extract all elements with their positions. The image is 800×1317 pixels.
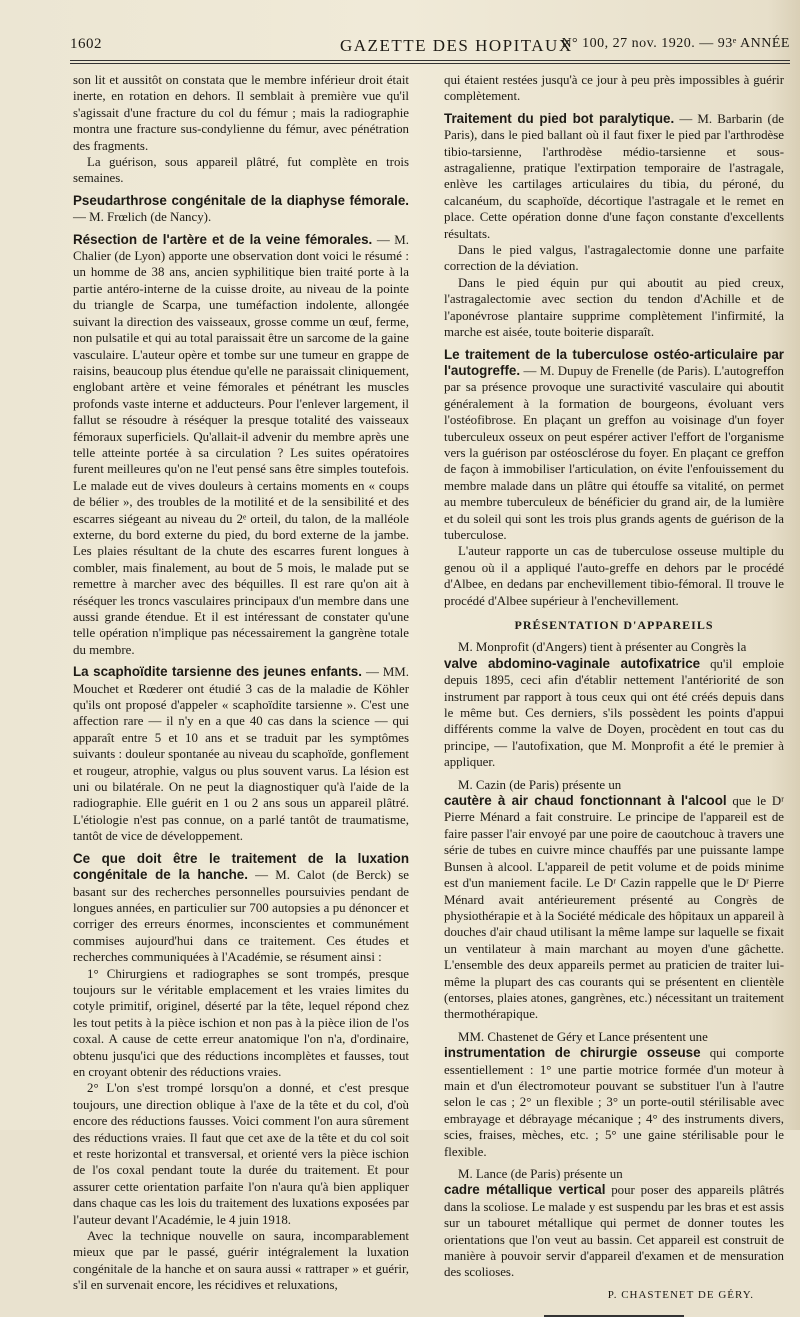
article-text: que le Dʳ Pierre Ménard a fait construire. Le principe de l'appareil est de faire passer l'air envoyé par une poire de caoutchouc à travers une série de tubes en cuivre mince chauffés par une puissante lampe Bunsen à alcool. L'appareil de petit volume et de poids minime est d'un maniement facile. Le Dʳ Cazin rappelle que le Dʳ Pierre Ménard avait antérieurement présenté au Congrès de physiothérapie et à la Société médicale des hôpitaux un appareil à douches d'air chaud utilisant la même lampe sur laquelle se fixait un ventilateur à main marchant au moyen d'une gâchette. L'ensemble des deux appareils permet au praticien de traiter lui-même la plupart des cas courants qui se présentent en clientèle (entorses, plaies atones, gangrènes, etc.) nécessitant un traitement thermothérapique. bbox=[444, 794, 784, 1022]
paragraph: 1° Chirurgiens et radiographes se sont trompés, presque toujours sur le véritable emplacement et les vraies limites du cotyle primitif, originel, déserté par la tête, lequel répond chez les tout petits à la pièce ischion et non pas à la pièce ilion de l'os coxal. A cause de cette erreur anatomique l'on n'a, d'ordinaire, obtenu jusqu'ici que des réductions incomplètes et fausses, tout en croyant obtenir des réductions vraies. bbox=[73, 966, 409, 1079]
article-heading: La scaphoïdite tarsienne des jeunes enfants. bbox=[73, 664, 362, 680]
article-text: qu'il emploie depuis 1895, ceci afin d'établir nettement l'antériorité de son instrument par rapport à tous ceux qui ont été créés depuis dans le même but. Ces derniers, s'ils possèdent les points d'appui différents comme la valve de Doyen, procèdent en tout cas du principe, — l'autofixation, que M. Monprofit a été le premier à appliquer. bbox=[444, 656, 784, 770]
article-text: — M. Chalier (de Lyon) apporte une observation dont voici le résumé : un homme de 38 ans, ancien syphilitique bien traité porte à la partie antéro-interne de la cuisse droite, au niveau de la pointe du triangle de Scarpa, une tuméfaction indolente, allongée suivant la direction des vaisseaux, grosse comme un œuf, ferme, non pulsatile et qui au total paraissait être un sarcome de la gaine vasculaire. L'auteur opère et tombe sur une tumeur en grappe de raisins, beaucoup plus étendue qu'elle ne paraissait cliniquement, englobant artère et veine fémorales et pénétrant les muscles profonds vaste interne et adducteurs. Pour l'enlever largement, il fallut se résoudre à réséquer la presque totalité des vaisseaux fémoraux superficiels. Qu'allait-il advenir du membre après une telle atteinte portée à sa circulation ? Les suites opératoires furent meilleures qu'on ne l'eut pensé sans être simples toutefois. Le malade eut de vives douleurs à certains moments en « coups de bélier », des troubles de la motilité et de la sensibilité et des escarres siégeant au niveau du 2ᵉ orteil, du talon, de la malléole externe, du bord externe du pied, du bord externe de la jambe. Les plaies résultant de la chute des escarres furent longues à combler, mais finalement, au bout de 5 mois, le malade put se remettre à marcher avec des béquilles. Il est rare qu'on ait à réséquer les troncs vasculaires principaux d'un membre dans une aussi grande étendue. Et il est intéressant de constater qu'une telle opération n'implique pas nécessairement la gangrène totale du membre. bbox=[73, 232, 409, 657]
article-text: — M. Calot (de Berck) se basant sur des recherches personnelles poursuivies pendant de longues années, en particulier sur 700 autopsies a pu dénoncer et corriger des erreurs énormes, inconscientes et communément commises aujourd'hui dans ce traitement. Ces études et recherches communiquées à l'Académie, se résument ainsi : bbox=[73, 868, 409, 965]
article bbox=[444, 1166, 784, 1182]
article-text: MM. Chastenet de Géry et Lance présentent une bbox=[458, 1029, 708, 1044]
paragraph: Avec la technique nouvelle on saura, incomparablement mieux que par le passé, guérir intégralement la luxation congénitale de la hanche et on saura aussi « rattraper » et guérir, s'il en survenait encore, les récidives et reluxations, bbox=[73, 1229, 409, 1293]
paragraph: son lit et aussitôt on constata que le membre inférieur droit était inerte, en rotation en dehors. Il semblait à première vue qu'il s'agissait d'une fracture du col du fémur ; mais la radiographie montra une fracture sus-condylienne du fémur, avec pénétration des fragments. bbox=[73, 73, 409, 153]
article-text: M. Cazin (de Paris) présente un bbox=[458, 777, 622, 792]
article-text: — MM. Mouchet et Rœderer ont étudié 3 cas de la maladie de Köhler qu'ils ont proposé d'appeler « scaphoïdite tarsienne ». C'est une affection rare — il n'y en a que 40 cas dans la science — qui apparaît entre 5 et 10 ans et se traduit par les symptômes suivants : douleur spontanée au niveau du scaphoïde, gonflement et rougeur, atrophie, valgus ou plus souvent varus. La lésion est uni ou bilatérale. On ne peut la diagnostiquer qu'à l'aide de la radiographie. Elle guérit en 1 ou 2 ans sous un appareil plâtré. L'étiologie n'est pas connue, on a parlé tantôt de traumatisme, tantôt de vice de développement. bbox=[73, 665, 409, 844]
article-heading: Traitement du pied bot paralytique. bbox=[444, 110, 675, 126]
header-rule-double bbox=[70, 63, 790, 64]
article-heading: cautère à air chaud fonctionnant à l'alcool bbox=[444, 793, 727, 809]
article bbox=[444, 639, 784, 655]
article-text: — M. Barbarin (de Paris), dans le pied ballant où il faut fixer le pied par l'arthrodèse tibio-tarsienne, l'arthrodèse médio-tarsienne et sous-astragalienne, pratique l'extirpation temporaire de l'astragale, enlève les cartilages articulaires du tibia, du péroné, du calcanéum, du scaphoïde, décortique l'astragale et le remet en place. Cette opération donne d'une façon constante d'excellents résultats. bbox=[444, 111, 784, 241]
signature: P. CHASTENET DE GÉRY. bbox=[607, 1288, 754, 1301]
article bbox=[444, 1029, 784, 1045]
article-text: M. Monprofit (d'Angers) tient à présenter au Congrès la bbox=[458, 640, 747, 655]
journal-title: GAZETTE DES HOPITAUX bbox=[340, 36, 573, 55]
article-heading: Le traitement de la tuberculose ostéo-articulaire par l'autogreffe. bbox=[444, 346, 784, 378]
article-text: — M. Frœlich (de Nancy). bbox=[73, 210, 212, 225]
article-heading: cadre métallique vertical bbox=[444, 1182, 606, 1198]
page-number: 1602 bbox=[70, 36, 102, 52]
article-heading: Pseudarthrose congénitale de la diaphyse fémorale. bbox=[73, 192, 409, 208]
header-rule bbox=[70, 60, 790, 61]
article-text: M. Lance (de Paris) présente un bbox=[458, 1167, 623, 1181]
left-column bbox=[73, 72, 409, 1293]
article-heading: instrumentation de chirurgie osseuse bbox=[444, 1045, 701, 1061]
paragraph: La guérison, sous appareil plâtré, fut complète en trois semaines. bbox=[73, 155, 409, 186]
paragraph: qui étaient restées jusqu'à ce jour à peu près impossibles à guérir complètement. bbox=[444, 73, 784, 104]
article-heading: valve abdomino-vaginale autofixatrice bbox=[444, 655, 701, 671]
article-text: qui comporte essentiellement : 1° une partie motrice formée d'un moteur à main et d'un électromoteur pouvant se substituer l'un à l'autre selon le cas ; 2° un flexible ; 3° un porte-outil stérilisable avec embrayage et débrayage mécanique ; 4° des instruments divers, scies, fraises, mèches, etc. ; 5° une gaine stérilisable pour le flexible. bbox=[444, 1046, 784, 1159]
right-column bbox=[444, 72, 784, 1301]
article-heading: Ce que doit être le traitement de la luxation congénitale de la hanche. bbox=[73, 850, 409, 883]
article-text: pour poser des appareils plâtrés dans la scoliose. Le malade y est suspendu par les bras et est assis sur un tabouret métallique qui permet de donner toutes les orientations que l'on veut au bassin. Cet appareil est construit de manière à pouvoir servir d'appareil d'examen et de mensuration des scolioses. bbox=[444, 1183, 784, 1280]
paragraph: 2° L'on s'est trompé lorsqu'on a donné, et c'est presque toujours, une direction oblique à l'axe de la tête et du col, d'où encore des réductions fausses. Voici comment l'on aura sûrement des réductions vraies. Il faut que cet axe de la tête et du col soit et reste horizontal et transversal, et orienté vers la pièce ischion de l'os coxal pendant toute la durée du traitement. Et pour assurer cette orientation parfaite l'on n'aura qu'à bien appliquer dans chaque cas les lois du traitement des luxations exposées par l'auteur devant l'Académie, le 4 juin 1918. bbox=[73, 1081, 409, 1227]
article-text: — M. Dupuy de Frenelle (de Paris). L'autogreffon par sa présence provoque une suractivité vasculaire qui aboutit généralement à la formation de bourgeons, évoluant vers l'ostéofibrose. En plaçant un greffon au voisinage d'un foyer tuberculeux osseux on peut espérer activer l'effort de l'organisme vers la guérison par ostéosclérose du foyer. En plaçant ce greffon de façon à immobiliser l'articulation, on évite l'enfouissement du membre malade dans un plâtre qui étouffe sa vitalité, on permet au membre tuberculeux de bénéficier du grand air, de la lumière et du soleil qui sont les trois plus grands agents de guérison de la tuberculose. bbox=[444, 363, 784, 542]
paragraph: L'auteur rapporte un cas de tuberculose osseuse multiple du genou où il a appliqué l'auto-greffe en dehors par le procédé d'Albee, en dedans par enchevillement tibio-fémoral. Il trouve le procédé d'Albee supérieur à l'enchevillement. bbox=[444, 544, 784, 608]
article-heading: Résection de l'artère et de la veine fémorales. bbox=[73, 231, 373, 247]
issue-info: N° 100, 27 nov. 1920. — 93ᵉ ANNÉE bbox=[561, 36, 790, 51]
paragraph: Dans le pied équin pur qui aboutit au pied creux, l'astragalectomie avec section du tendon d'Achille et de l'aponévrose plantaire supprime complètement l'infirmité, la marche est aisée, toute boiterie disparaît. bbox=[444, 275, 784, 340]
page-header bbox=[70, 36, 790, 58]
section-heading: PRÉSENTATION D'APPAREILS bbox=[514, 618, 714, 632]
paragraph: Dans le pied valgus, l'astragalectomie donne une parfaite correction de la déviation. bbox=[444, 243, 784, 274]
article bbox=[444, 777, 784, 793]
